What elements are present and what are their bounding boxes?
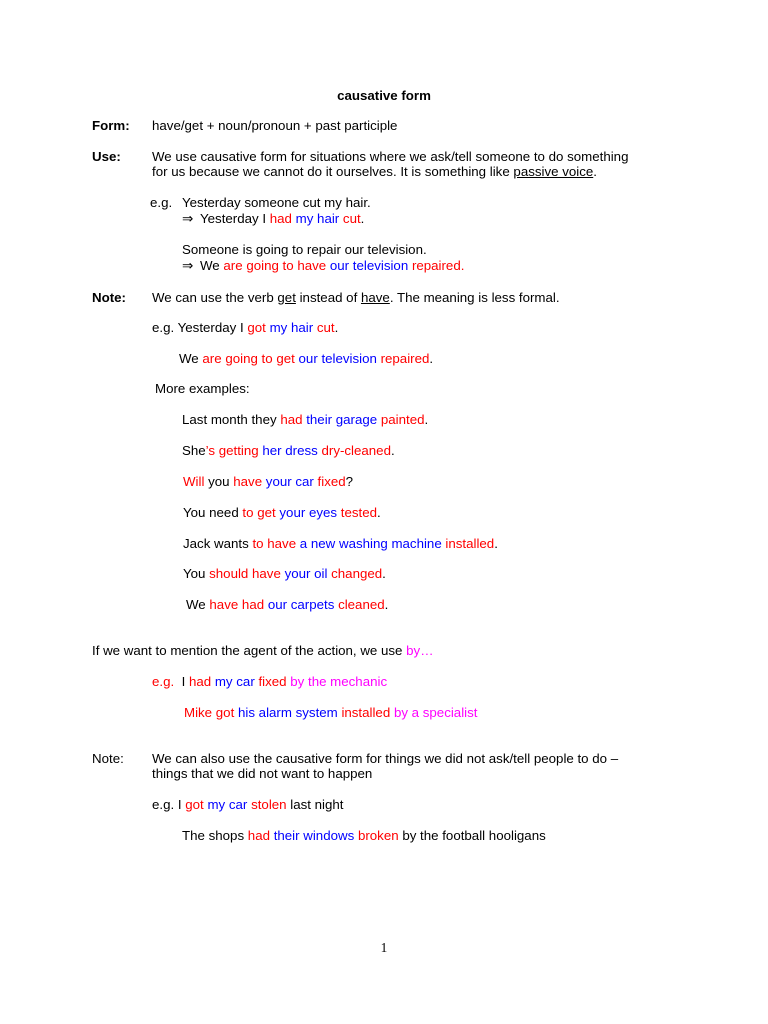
past-participle: repaired	[380, 351, 430, 366]
causative-verb: had	[247, 828, 270, 843]
eg-label: e.g.	[152, 674, 175, 689]
example-subject: You need	[183, 505, 243, 520]
object: his alarm system	[237, 705, 338, 720]
object: my hair	[295, 211, 340, 226]
page-title: causative form	[337, 88, 431, 103]
use-line-2-text: for us because we cannot do it ourselves. It is something like	[152, 164, 514, 179]
past-participle: repaired.	[411, 258, 465, 273]
object: your oil	[284, 566, 328, 581]
object: her dress	[262, 443, 318, 458]
use-line-2	[152, 164, 597, 180]
past-participle: installed	[445, 536, 495, 551]
causative-verb: ’s getting	[205, 443, 259, 458]
object: your eyes	[279, 505, 338, 520]
example-2-rewrite	[182, 258, 464, 274]
example-tail: last night	[286, 797, 344, 812]
punctuation: .	[334, 320, 339, 335]
causative-verb: got	[247, 320, 266, 335]
example-subject: Last month they	[182, 412, 281, 427]
object: my hair	[269, 320, 314, 335]
object: my car	[207, 797, 248, 812]
more-example-4	[183, 505, 381, 521]
example-subject: you	[204, 474, 234, 489]
word-get: get	[277, 290, 296, 305]
example-1-rewrite	[182, 211, 364, 227]
causative-verb: to have	[252, 536, 297, 551]
note-text-start: We can use the verb	[152, 290, 278, 305]
use-line-2-end: .	[593, 164, 597, 179]
example-1: Yesterday someone cut my hair.	[182, 195, 371, 210]
agent-intro-text: If we want to mention the agent of the action, we use	[92, 643, 407, 658]
page-number: 1	[380, 940, 388, 955]
causative-verb: have	[233, 474, 263, 489]
word-have: have	[360, 290, 390, 305]
example-subject: We	[179, 351, 203, 366]
causative-verb: should have	[209, 566, 281, 581]
implies-arrow-icon: ⇒	[182, 258, 194, 273]
object: their windows	[273, 828, 355, 843]
note-2-line-2: things that we did not want to happen	[152, 766, 373, 781]
note-example-1	[152, 320, 338, 336]
past-participle: cleaned	[338, 597, 385, 612]
note-label: Note:	[92, 290, 126, 305]
punctuation: .	[390, 443, 395, 458]
agent-example-1	[152, 674, 387, 690]
agent-example-2	[184, 705, 477, 721]
note-2-example-2	[182, 828, 546, 844]
causative-verb: have had	[209, 597, 265, 612]
example-subject: We	[186, 597, 210, 612]
more-example-6	[183, 566, 386, 582]
passive-voice-term: passive voice	[513, 164, 594, 179]
more-example-1	[182, 412, 428, 428]
example-subject: I	[181, 674, 189, 689]
note-text	[152, 290, 560, 306]
punctuation: .	[377, 505, 381, 520]
causative-verb: had	[269, 211, 292, 226]
past-participle: cut	[342, 211, 361, 226]
object: their garage	[306, 412, 378, 427]
past-participle: changed	[331, 566, 383, 581]
past-participle: dry-cleaned	[321, 443, 391, 458]
example-subject: Jack wants	[183, 536, 253, 551]
causative-verb: are going to get	[202, 351, 295, 366]
more-examples-heading: More examples:	[155, 381, 250, 396]
punctuation: .	[360, 211, 365, 226]
past-participle: broken	[357, 828, 399, 843]
object: your car	[265, 474, 314, 489]
object: our carpets	[267, 597, 335, 612]
example-subject: Mike	[184, 705, 216, 720]
causative-verb: got	[185, 797, 204, 812]
example-subject: e.g. Yesterday I	[152, 320, 248, 335]
note-2-label: Note:	[92, 751, 124, 766]
object: my car	[214, 674, 255, 689]
more-example-3	[183, 474, 353, 490]
example-2: Someone is going to repair our television.	[182, 242, 427, 257]
object: our television	[298, 351, 377, 366]
example-subject: e.g. I	[152, 797, 186, 812]
form-text: have/get + noun/pronoun + past participle	[152, 118, 398, 133]
example-subject: She	[182, 443, 206, 458]
causative-verb: had	[280, 412, 303, 427]
punctuation: .	[384, 597, 389, 612]
past-participle: installed	[341, 705, 391, 720]
eg-label: e.g.	[150, 195, 173, 210]
object: a new washing machine	[299, 536, 442, 551]
causative-verb: to get	[242, 505, 276, 520]
causative-verb: had	[188, 674, 212, 689]
example-subject: You	[183, 566, 210, 581]
agent-phrase: by a specialist	[393, 705, 478, 720]
punctuation: ?	[345, 474, 354, 489]
note-example-2	[179, 351, 433, 367]
implies-arrow-icon: ⇒	[182, 211, 194, 226]
past-participle: fixed	[317, 474, 346, 489]
past-participle: painted	[380, 412, 425, 427]
agent-phrase: by the mechanic	[290, 674, 388, 689]
agent-intro	[92, 643, 434, 659]
use-line-1: We use causative form for situations where we ask/tell someone to do something	[152, 149, 629, 164]
punctuation: .	[429, 351, 434, 366]
use-label: Use:	[92, 149, 121, 164]
causative-verb: got	[215, 705, 235, 720]
punctuation: .	[382, 566, 386, 581]
more-example-7	[186, 597, 388, 613]
punctuation: .	[424, 412, 429, 427]
more-example-5	[183, 536, 498, 552]
example-subject: The shops	[182, 828, 248, 843]
past-participle: stolen	[251, 797, 287, 812]
note-2-line-1: We can also use the causative form for things we did not ask/tell people to do –	[152, 751, 619, 766]
note-text-mid: instead of	[295, 290, 361, 305]
note-text-end: . The meaning is less formal.	[389, 290, 560, 305]
past-participle: tested	[340, 505, 377, 520]
modal-verb: Will	[183, 474, 205, 489]
rewrite-subject: We	[200, 258, 224, 273]
past-participle: fixed	[258, 674, 287, 689]
object: our television	[329, 258, 409, 273]
punctuation: .	[494, 536, 498, 551]
rewrite-subject: Yesterday I	[200, 211, 270, 226]
note-2-example-1	[152, 797, 343, 813]
example-tail: by the football hooligans	[398, 828, 546, 843]
causative-verb: are going to have	[223, 258, 327, 273]
more-example-2	[182, 443, 395, 459]
past-participle: cut	[316, 320, 335, 335]
form-label: Form:	[92, 118, 130, 133]
by-term: by…	[406, 643, 434, 658]
